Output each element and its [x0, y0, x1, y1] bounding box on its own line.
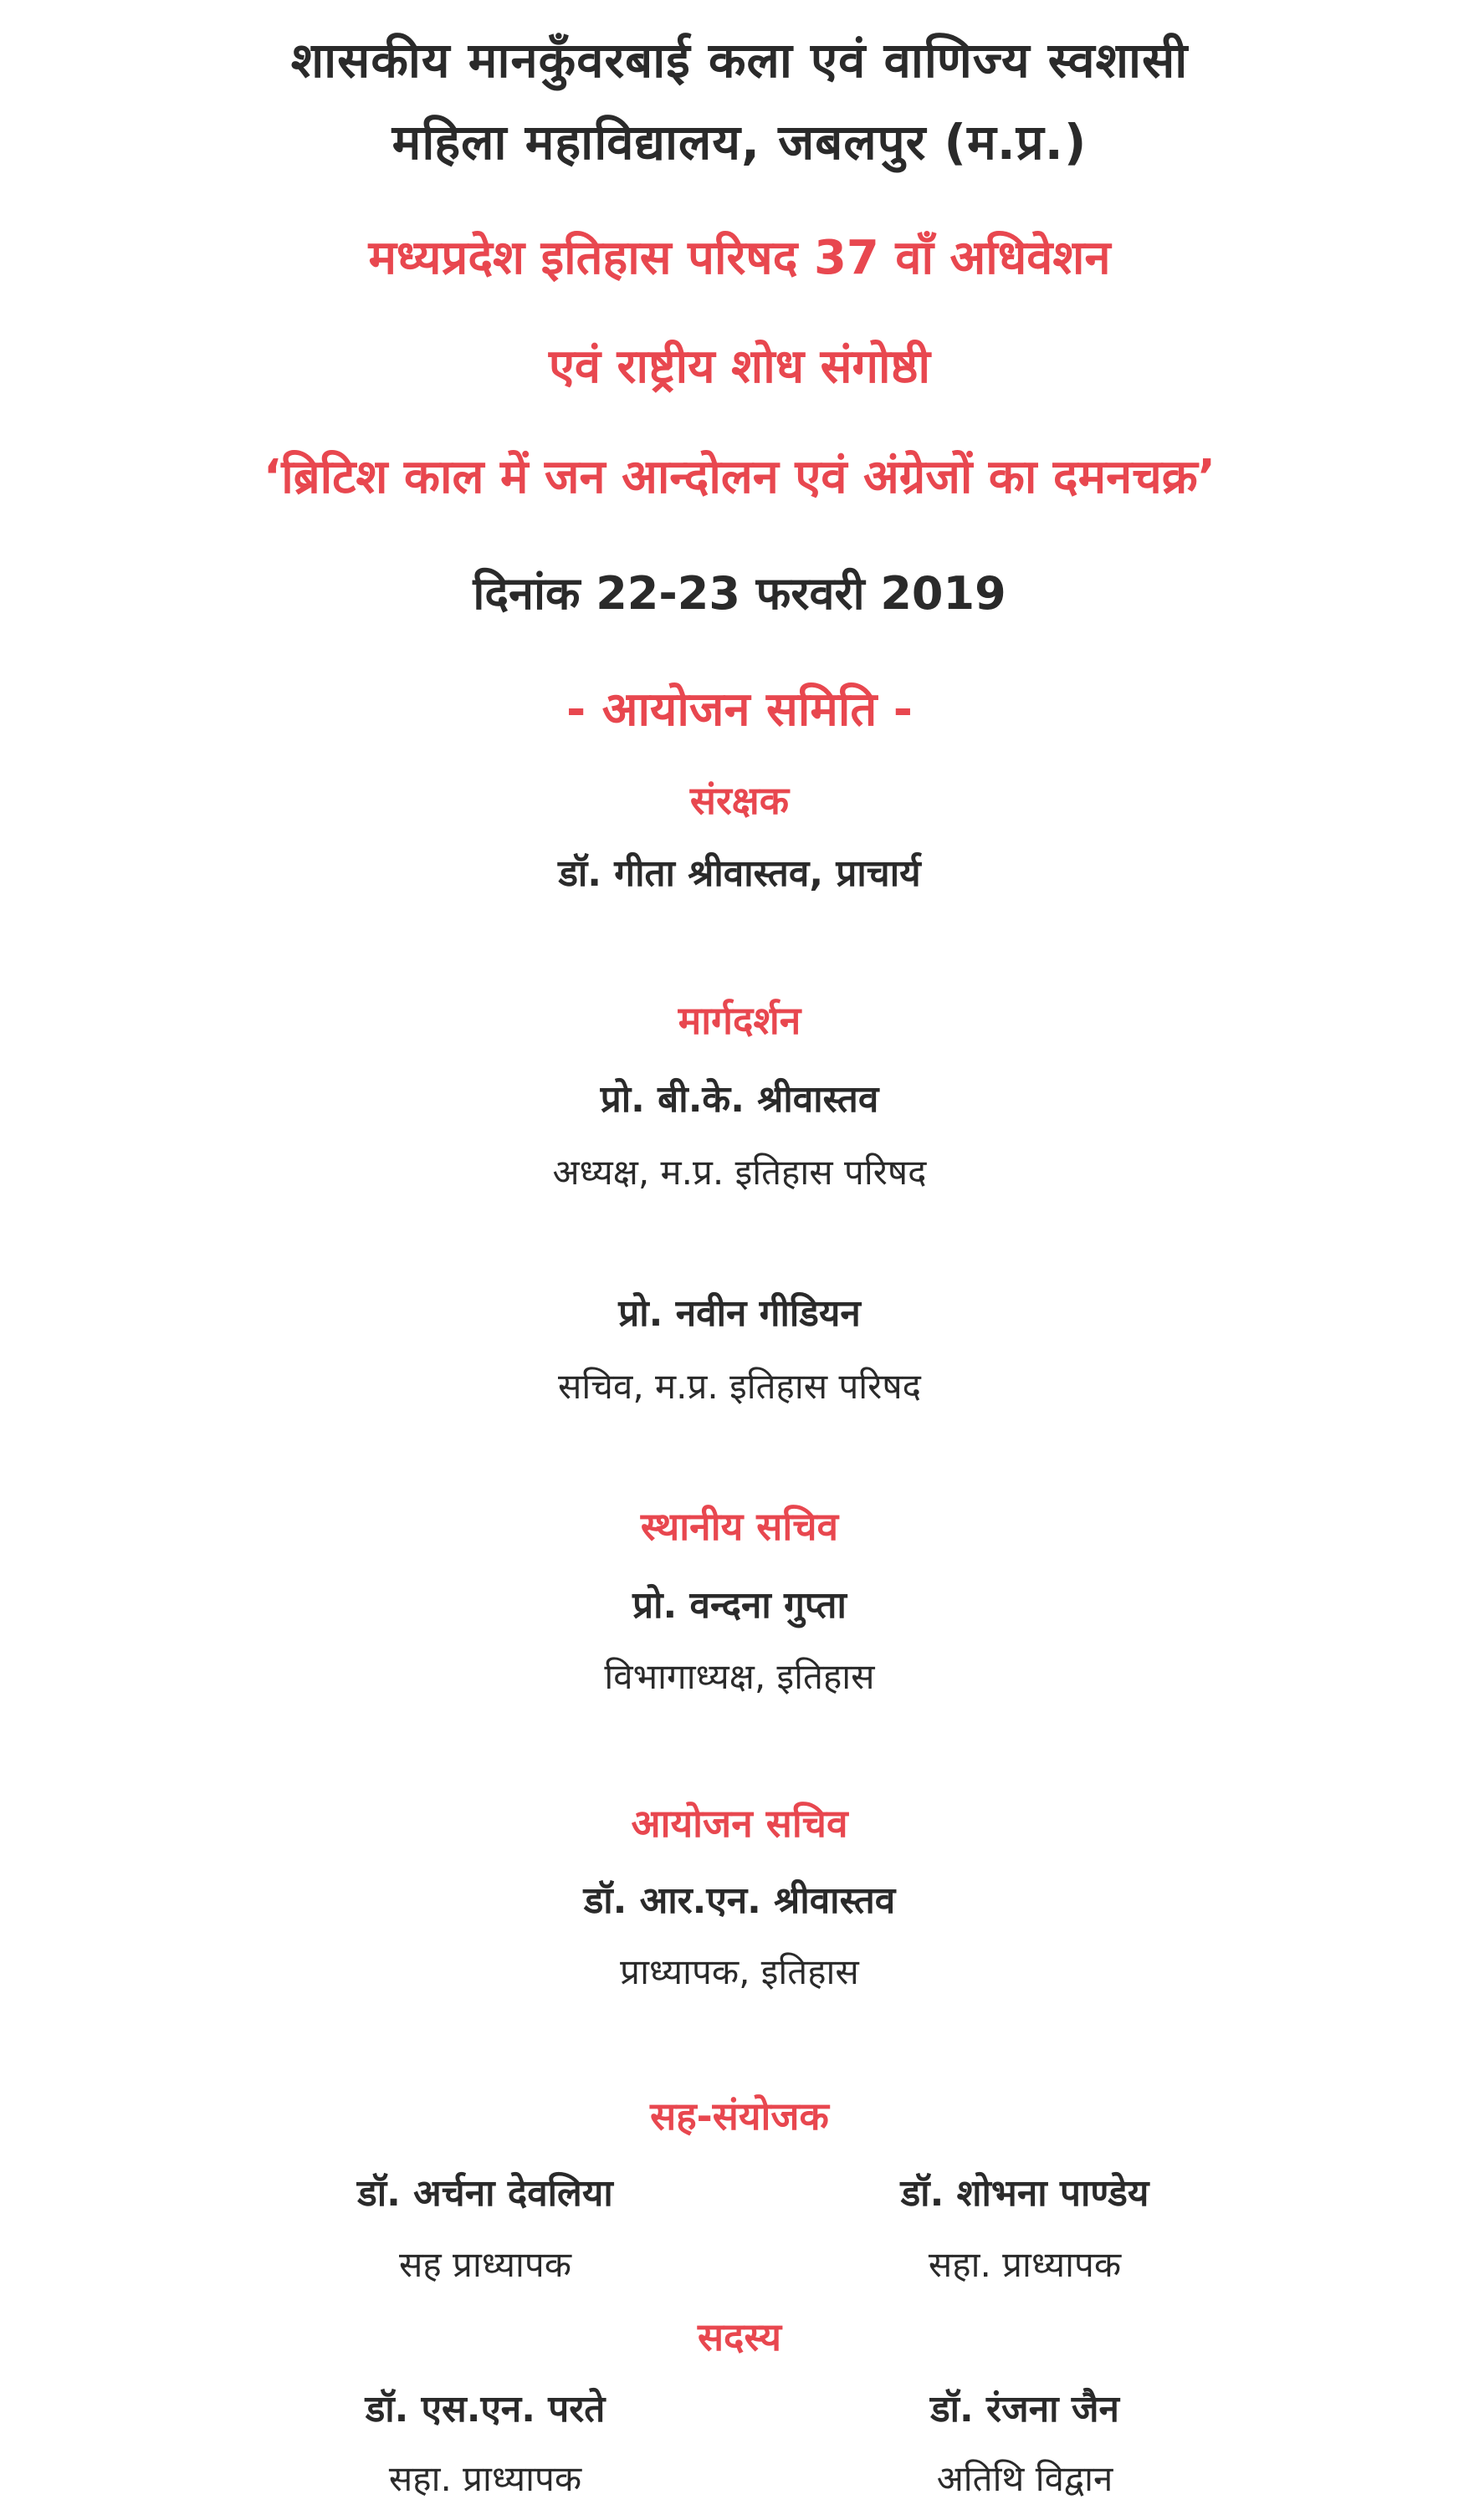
guidance-person-1-designation: अध्यक्ष, म.प्र. इतिहास परिषद — [552, 1152, 927, 1193]
member-1-designation: सहा. प्राध्यापक — [388, 2458, 582, 2499]
event-date: दिनांक 22-23 फरवरी 2019 — [473, 567, 1006, 620]
co-convener-1-name: डॉ. अर्चना देवलिया — [357, 2172, 613, 2215]
guidance-person-2-name: प्रो. नवीन गीडियन — [618, 1292, 861, 1335]
member-2-name: डॉ. रंजना जैन — [930, 2388, 1119, 2431]
role-members: सदस्य — [697, 2314, 782, 2359]
role-guidance: मार्गदर्शन — [678, 998, 801, 1043]
co-convener-2-designation: सहा. प्राध्यापक — [928, 2244, 1122, 2285]
event-title-line2: एवं राष्ट्रीय शोध संगोष्ठी — [548, 340, 931, 394]
seminar-topic: ‘ब्रिटिश काल में जन आन्दोलन एवं अंग्रेजों का दमनचक्र’ — [263, 450, 1216, 504]
member-2-designation: अतिथि विद्वान — [936, 2458, 1113, 2499]
role-local-secretary: स्थानीय सचिव — [640, 1504, 839, 1549]
guidance-person-1-name: प्रो. बी.के. श्रीवास्तव — [600, 1078, 879, 1121]
committee-title: - आयोजन समिति - — [566, 682, 914, 737]
role-co-convener: सह-संयोजक — [650, 2093, 829, 2139]
patron-name: डॉ. गीता श्रीवास्तव, प्राचार्य — [558, 852, 921, 895]
local-secretary-name: प्रो. वन्दना गुप्ता — [632, 1584, 847, 1627]
co-convener-2-name: डॉ. शोभना पाण्डेय — [900, 2172, 1149, 2215]
organizing-secretary-name: डॉ. आर.एन. श्रीवास्तव — [583, 1879, 896, 1922]
event-title-line1: मध्यप्रदेश इतिहास परिषद 37 वाँ अधिवेशन — [368, 231, 1111, 285]
member-1-name: डॉ. एस.एन. परते — [365, 2388, 606, 2431]
guidance-person-2-designation: सचिव, म.प्र. इतिहास परिषद — [558, 1366, 921, 1407]
college-name-line2: महिला महाविद्यालय, जबलपुर (म.प्र.) — [392, 114, 1088, 171]
college-name-line1: शासकीय मानकुँवरबाई कला एवं वाणिज्य स्वशासी — [290, 32, 1189, 89]
role-patron: संरक्षक — [689, 778, 790, 823]
organizing-secretary-designation: प्राध्यापक, इतिहास — [620, 1951, 859, 1992]
role-organizing-secretary: आयोजन सचिव — [631, 1801, 848, 1846]
co-convener-1-designation: सह प्राध्यापक — [399, 2244, 571, 2285]
local-secretary-designation: विभागाध्यक्ष, इतिहास — [604, 1656, 875, 1697]
